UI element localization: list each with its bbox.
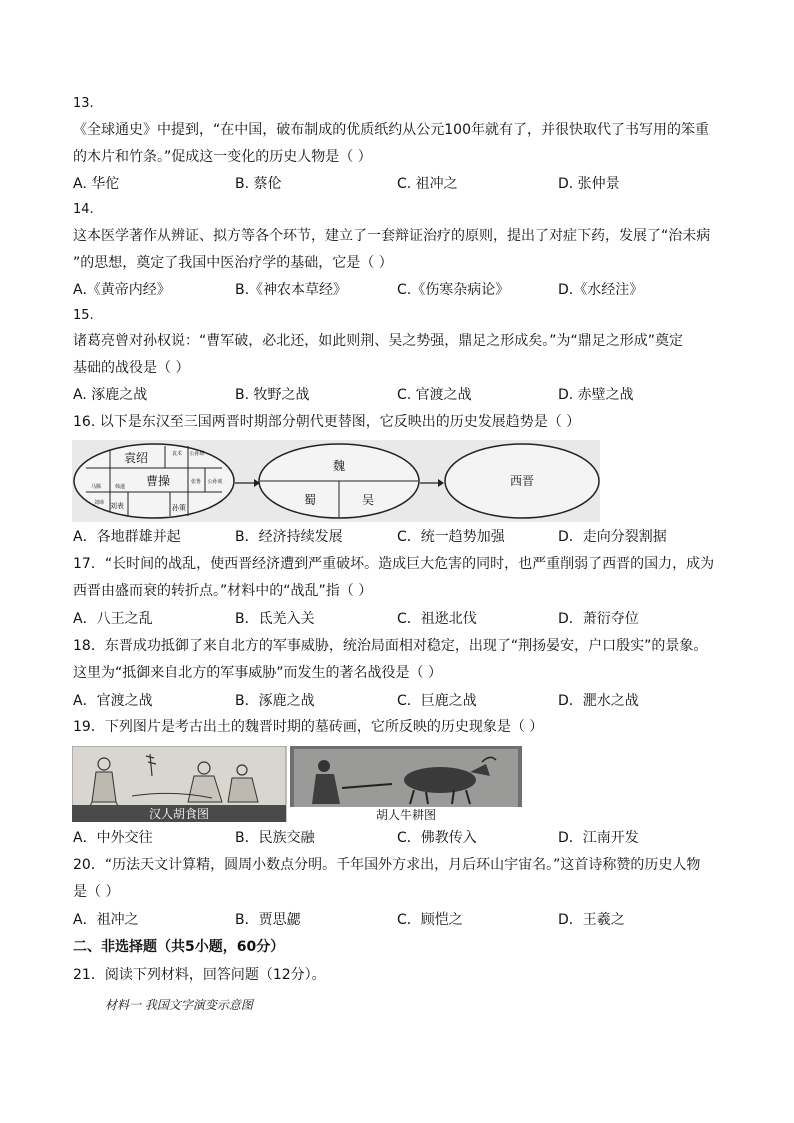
warlord-liu-zhang: 刘璋 <box>93 500 105 506</box>
warlord-han-sui: 韩遂 <box>114 484 126 490</box>
q18-option-a: A．官渡之战 <box>73 693 153 709</box>
caption-han-hu-food: 汉人胡食图 <box>148 807 210 821</box>
warlord-liu-biao: 刘表 <box>110 502 124 510</box>
q20-stem-line1: 20．“历法天文计算精，圆周小数点分明。千年国外方求出，月后环山宇宙名。”这首诗称赞的历史人物 <box>73 857 701 873</box>
q20-option-a: A．祖冲之 <box>73 912 139 928</box>
q19-option-d: D．江南开发 <box>558 830 639 846</box>
q14-option-b: B.《神农本草经》 <box>235 282 348 298</box>
q18-stem-line2: 这里为“抵御来自北方的军事威胁”而发生的著名战役是（ ） <box>73 665 442 681</box>
q14-option-c: C.《伤寒杂病论》 <box>397 282 510 298</box>
q15-option-c: C. 官渡之战 <box>397 387 472 403</box>
western-jin-circle <box>445 444 599 518</box>
han-people-hu-food-painting <box>72 746 286 822</box>
kingdom-wei: 魏 <box>332 459 346 473</box>
q13-option-b: B. 蔡伦 <box>235 176 282 192</box>
q14-option-a: A.《黄帝内经》 <box>73 282 171 298</box>
q15-stem-line2: 基础的战役是（ ） <box>73 360 190 376</box>
warlord-gongsun-du: 公孙度 <box>207 479 223 485</box>
q18-option-c: C．巨鹿之战 <box>397 693 477 709</box>
q19-option-b: B．民族交融 <box>235 830 315 846</box>
kingdom-wu: 吴 <box>361 493 375 507</box>
q13-option-c: C. 祖冲之 <box>397 176 458 192</box>
q16-option-b: B．经济持续发展 <box>235 529 343 545</box>
caption-hu-ox-plowing: 胡人牛耕图 <box>375 808 437 822</box>
q18-option-d: D．淝水之战 <box>558 693 639 709</box>
q16-option-d: D．走向分裂割据 <box>558 529 667 545</box>
q15-number: 15. <box>73 308 94 323</box>
section-non-choice-title: 二、非选择题（共5小题，60分） <box>73 939 285 955</box>
q14-number: 14. <box>73 202 94 217</box>
q20-option-b: B．贾思勰 <box>235 912 301 928</box>
q16-option-c: C．统一趋势加强 <box>397 529 505 545</box>
q13-number: 13. <box>73 96 94 111</box>
q19-option-a: A．中外交往 <box>73 830 153 846</box>
dynasty-western-jin: 西晋 <box>509 474 535 488</box>
q16-stem: 16. 以下是东汉至三国两晋时期部分朝代更替图，它反映出的历史发展趋势是（ ） <box>73 414 581 430</box>
three-kingdoms-circle <box>259 444 419 518</box>
q20-option-d: D．王羲之 <box>558 912 625 928</box>
q15-stem-line1: 诸葛亮曾对孙权说：“曹军破，必北还，如此则荆、吴之势强，鼎足之形成矣。”为“鼎足之形成”奠定 <box>73 333 684 349</box>
warlord-zhang-lu: 张鲁 <box>190 479 202 485</box>
tomb-brick-paintings <box>72 746 522 822</box>
q13-stem-line1: 《全球通史》中提到，“在中国，破布制成的优质纸约从公元100年就有了，并很快取代了书写用的笨重 <box>73 122 709 138</box>
q19-option-c: C．佛教传入 <box>397 830 477 846</box>
q14-stem-line2: ”的思想，奠定了我国中医治疗学的基础，它是（ ） <box>73 255 393 271</box>
kingdom-shu: 蜀 <box>303 493 317 507</box>
q19-stem: 19．下列图片是考古出土的魏晋时期的墓砖画，它所反映的历史现象是（ ） <box>73 719 544 735</box>
q17-option-c: C．祖逖北伐 <box>397 611 477 627</box>
warlord-sun-ce: 孙策 <box>172 504 186 512</box>
q13-option-d: D. 张仲景 <box>558 176 620 192</box>
dynasty-succession-figure <box>72 440 600 522</box>
warlord-gongsun-zan: 公孙瓒 <box>189 451 205 457</box>
q14-stem-line1: 这本医学著作从辨证、拟方等各个环节，建立了一套辩证治疗的原则，提出了对症下药，发展了“治未病 <box>73 228 711 244</box>
material-one-caption: 材料一 我国文字演变示意图 <box>105 998 253 1012</box>
q15-option-b: B. 牧野之战 <box>235 387 310 403</box>
hu-people-ox-plowing-painting <box>290 746 522 822</box>
q18-option-b: B．涿鹿之战 <box>235 693 315 709</box>
q17-stem-line1: 17．“长时间的战乱，使西晋经济遭到严重破坏。造成巨大危害的同时，也严重削弱了西晋的国力，成为 <box>73 556 715 572</box>
q20-option-c: C．顾恺之 <box>397 912 463 928</box>
warlord-cao-cao: 曹操 <box>145 474 171 488</box>
q17-stem-line2: 西晋由盛而衰的转折点。”材料中的“战乱”指（ ） <box>73 583 373 599</box>
q20-stem-line2: 是（ ） <box>73 884 120 900</box>
warlord-yuan-shao: 袁绍 <box>123 451 149 465</box>
q13-stem-line2: 的木片和竹条。”促成这一变化的历史人物是（ ） <box>73 149 372 165</box>
warlord-ma-teng: 马腾 <box>90 484 102 490</box>
q15-option-a: A. 涿鹿之战 <box>73 387 148 403</box>
q14-option-d: D.《水经注》 <box>558 282 644 298</box>
q15-option-d: D. 赤壁之战 <box>558 387 634 403</box>
eastern-han-warlords-circle <box>74 444 234 518</box>
q17-option-d: D．萧衍夺位 <box>558 611 639 627</box>
q21-stem: 21．阅读下列材料，回答问题（12分）。 <box>73 967 326 983</box>
q17-option-a: A．八王之乱 <box>73 611 153 627</box>
q18-stem-line1: 18．东晋成功抵御了来自北方的军事威胁，统治局面相对稳定，出现了“荆扬晏安，户口殷实”的景象。 <box>73 638 708 654</box>
q17-option-b: B．氐羌入关 <box>235 611 315 627</box>
warlord-yuan-shu: 袁术 <box>171 451 183 457</box>
q13-option-a: A. 华佗 <box>73 176 120 192</box>
q16-option-a: A．各地群雄并起 <box>73 529 181 545</box>
